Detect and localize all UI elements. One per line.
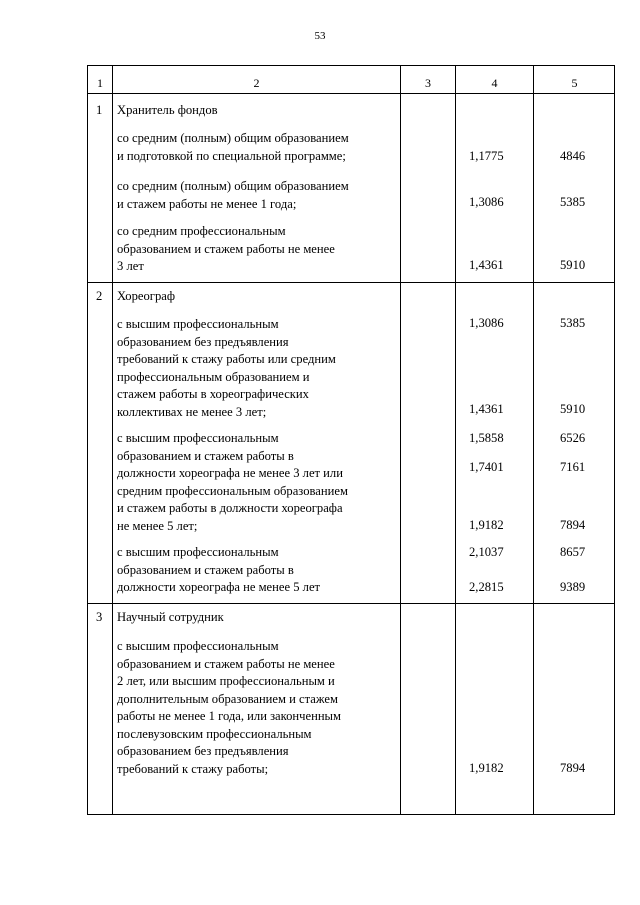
coefficient-value: 1,3086 <box>469 316 504 330</box>
col-divider-4 <box>533 66 534 814</box>
salary-value: 8657 <box>560 545 586 559</box>
requirement-text: с высшим профессиональным образованием без предъявления требований к стажу работы или средним профессиональным образованием и стажем работы в хореографических коллективах не менее 3 лет; <box>117 317 336 419</box>
salary-table <box>87 65 615 815</box>
row-number: 1 <box>96 103 103 117</box>
salary-value: 9389 <box>560 580 586 594</box>
coefficient-value: 1,4361 <box>469 402 504 416</box>
coefficient-value: 1,1775 <box>469 149 504 163</box>
requirement-text: со средним (полным) общим образованием и подготовкой по специальной программе; <box>117 131 349 163</box>
header-col-5: 5 <box>571 76 578 90</box>
requirement-text: с высшим профессиональным образованием и стажем работы в должности хореографа не менее 3 лет или средним профессиональным образованием и стажем работы в должности хореографа не менее 5 лет; <box>117 431 348 533</box>
header-col-4: 4 <box>491 76 498 90</box>
col-divider-3 <box>455 66 456 814</box>
salary-value: 5385 <box>560 195 586 209</box>
salary-value: 5910 <box>560 258 586 272</box>
row-number: 2 <box>96 289 103 303</box>
coefficient-value: 1,3086 <box>469 195 504 209</box>
coefficient-value: 1,9182 <box>469 761 504 775</box>
salary-value: 7894 <box>560 518 586 532</box>
row-number: 3 <box>96 610 103 624</box>
col-divider-1 <box>112 66 113 814</box>
header-row-divider <box>88 93 614 94</box>
col-divider-2 <box>400 66 401 814</box>
header-col-3: 3 <box>425 76 431 90</box>
requirement-text: со средним (полным) общим образованием и стажем работы не менее 1 года; <box>117 179 349 211</box>
coefficient-value: 1,7401 <box>469 460 504 474</box>
requirement-text: с высшим профессиональным образованием и стажем работы в должности хореографа не менее 5 лет <box>117 545 321 594</box>
header-col-1: 1 <box>97 76 103 90</box>
salary-value: 7161 <box>560 460 586 474</box>
coefficient-value: 1,5858 <box>469 431 504 445</box>
coefficient-value: 2,2815 <box>469 580 504 594</box>
requirement-text: с высшим профессиональным образованием и стажем работы не менее 2 лет, или высшим профессиональным и дополнительным образованием и стажем работы не менее 1 года, или законченным послевузовским профессиональным образованием без предъявления требований к стажу работы; <box>117 639 341 776</box>
requirement-text: со средним профессиональным образованием и стажем работы не менее 3 лет <box>117 224 335 273</box>
coefficient-value: 1,4361 <box>469 258 504 272</box>
page-number: 53 <box>314 30 326 42</box>
salary-value: 6526 <box>560 431 586 445</box>
position-title: Хранитель фондов <box>117 103 218 117</box>
salary-value: 5910 <box>560 402 586 416</box>
header-col-2: 2 <box>253 76 260 90</box>
position-title: Научный сотрудник <box>117 610 224 624</box>
position-title: Хореограф <box>117 289 175 303</box>
salary-value: 4846 <box>560 149 586 163</box>
coefficient-value: 2,1037 <box>469 545 504 559</box>
row-divider-1 <box>88 282 614 283</box>
coefficient-value: 1,9182 <box>469 518 504 532</box>
salary-value: 7894 <box>560 761 586 775</box>
row-divider-2 <box>88 603 614 604</box>
salary-value: 5385 <box>560 316 586 330</box>
